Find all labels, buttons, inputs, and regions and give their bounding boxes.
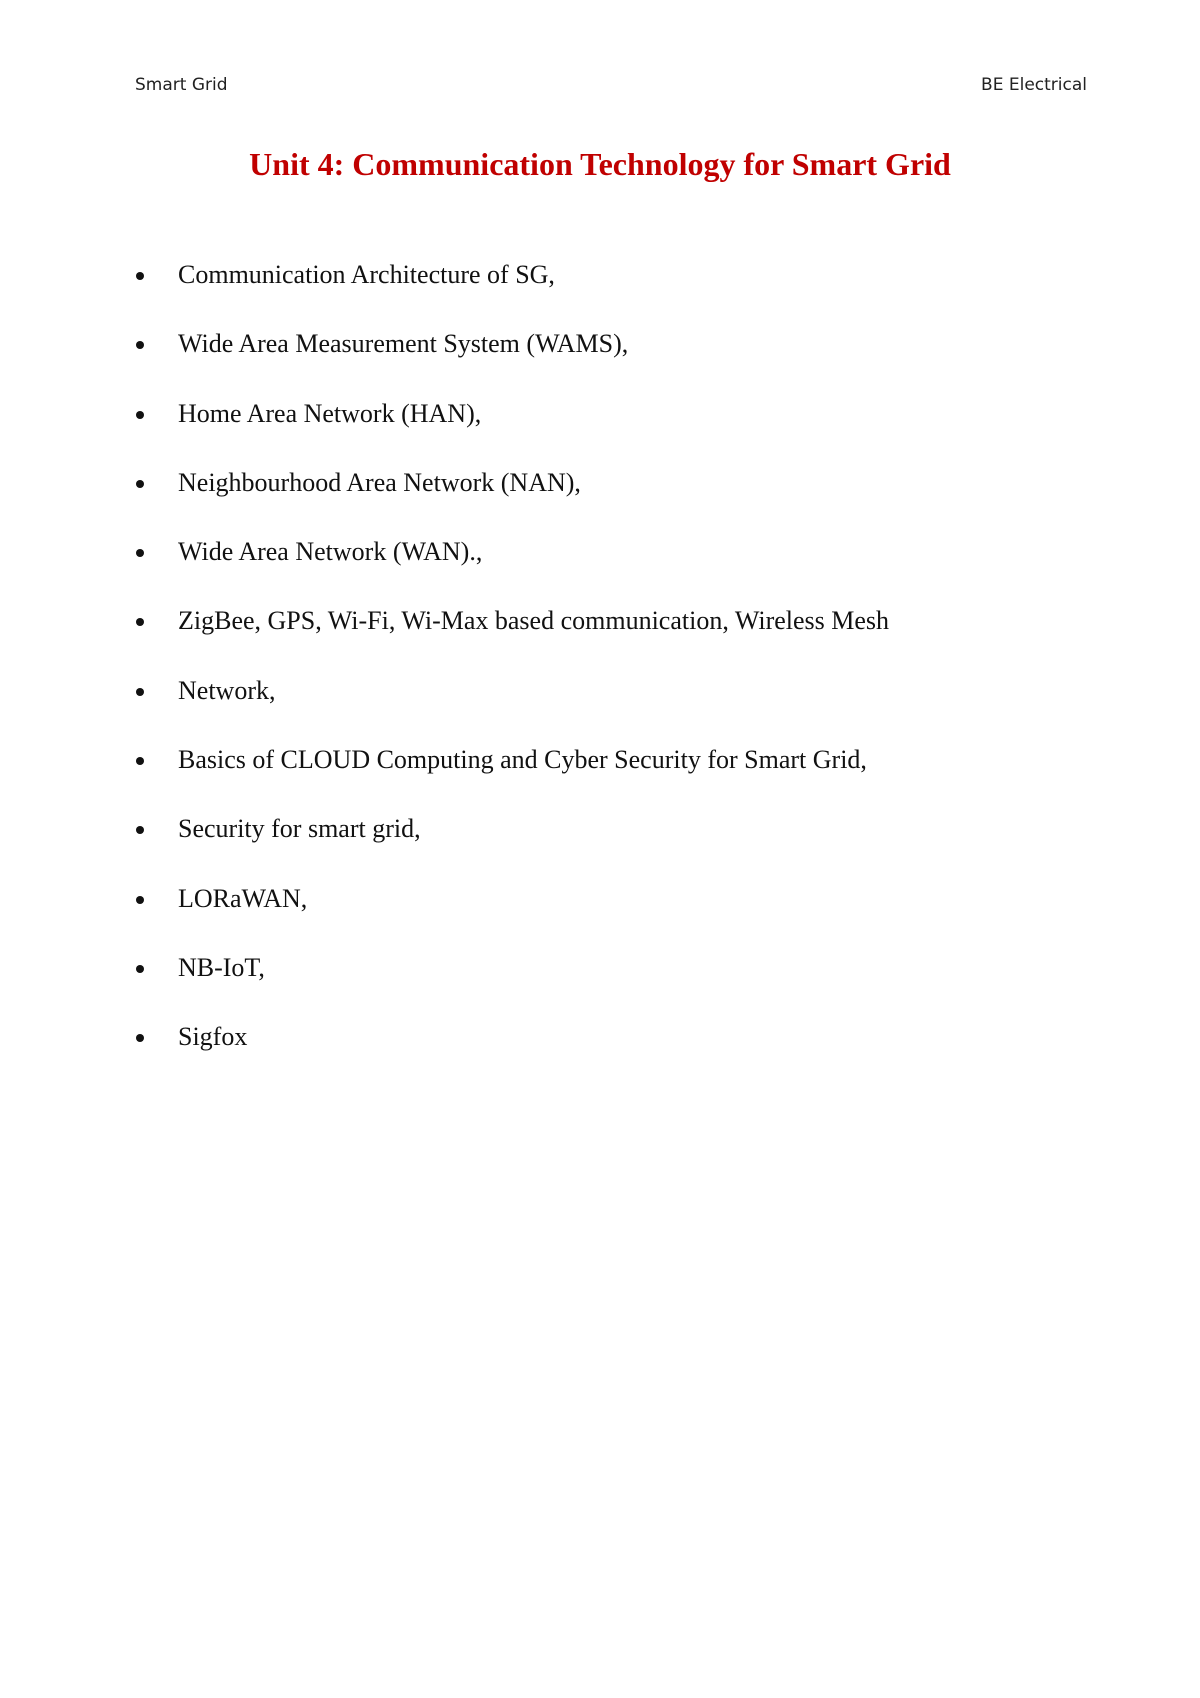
list-item-text: Neighbourhood Area Network (NAN), <box>178 467 581 497</box>
bullet-icon <box>136 549 144 557</box>
list-item-text: Wide Area Network (WAN)., <box>178 537 483 567</box>
list-item-text: Communication Architecture of SG, <box>178 260 555 289</box>
bullet-icon <box>136 826 144 834</box>
bullet-icon <box>136 757 144 765</box>
bullet-icon <box>136 688 144 696</box>
page-title: Unit 4: Communication Technology for Smart Grid <box>249 146 951 182</box>
list-item-text: ZigBee, GPS, Wi-Fi, Wi-Max based communication, Wireless Mesh <box>178 606 890 636</box>
header-department: BE Electrical <box>981 75 1087 95</box>
list-item-text: Security for smart grid, <box>178 814 421 844</box>
bullet-icon <box>136 411 144 419</box>
list-item-text: Home Area Network (HAN), <box>178 398 482 428</box>
bullet-icon <box>136 480 144 488</box>
list-item-text: Network, <box>178 675 276 705</box>
list-item-text: NB-IoT, <box>178 952 265 982</box>
bullet-icon <box>136 618 144 626</box>
list-item-text: LORaWAN, <box>178 883 308 913</box>
bullet-icon <box>136 965 144 973</box>
bullet-icon <box>136 1034 144 1042</box>
bullet-icon <box>136 896 144 904</box>
list-item-text: Wide Area Measurement System (WAMS), <box>178 329 629 359</box>
list-item-text: Sigfox <box>178 1022 248 1052</box>
list-item-text: Basics of CLOUD Computing and Cyber Security for Smart Grid, <box>178 745 867 775</box>
bullet-icon <box>136 272 144 280</box>
header-course-name: Smart Grid <box>135 75 228 95</box>
bullet-icon <box>136 341 144 349</box>
